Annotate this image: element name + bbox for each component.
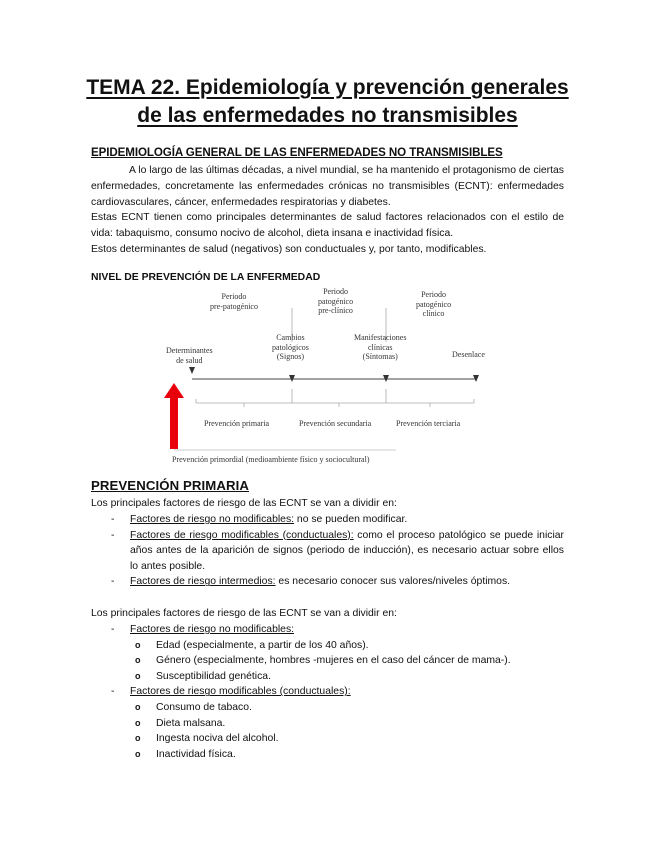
sublist-item: o Edad (especialmente, a partir de los 40 años). [135,639,369,651]
intro-paragraph-3: Estos determinantes de salud (negativos) son conductuales y, por tanto, modificables. [91,243,487,255]
list-item [91,512,564,528]
list-item [91,574,564,590]
label-periodo-prepatogenico: Periodo pre-patogénico [210,292,258,311]
term-modificables-2: Factores de riesgo modificables (conductuales): [130,686,351,698]
primaria-intro-1: Los principales factores de riesgo de las ECNT se van a dividir en: [91,498,397,509]
intro-paragraph-1: A lo largo de las últimas décadas, a nivel mundial, se ha mantenido el protagonismo de ciertas enfermedades, concretamente las enfermedades crónicas no transmisibles (ECNT): enfermedades cardiovasculares, cáncer, enfermedades respiratorias y diabetes. [91,165,564,208]
term-modificables: Factores de riesgo modificables (conductuales): [130,529,354,541]
desc-intermedios: es necesario conocer sus valores/niveles óptimos. [275,576,511,588]
label-desenlace: Desenlace [452,350,485,359]
desc-no-modificables: no se pueden modificar. [294,514,408,525]
risk-factor-list-2 [91,622,564,762]
term-no-modificables-2: Factores de riesgo no modificables: [130,624,295,635]
section-heading-nivel-prevencion: NIVEL DE PREVENCIÓN DE LA ENFERMEDAD [91,272,321,283]
title-line-1: TEMA 22. Epidemiología y prevención generales [86,76,569,99]
primaria-intro-2: Los principales factores de riesgo de las ECNT se van a dividir en: [91,608,397,619]
term-intermedios: Factores de riesgo intermedios: [130,576,276,588]
intro-text [91,163,564,258]
intro-paragraph-2: Estas ECNT tienen como principales determinantes de salud factores relacionados con el estilo de vida: tabaquismo, consumo nocivo de alcohol, dieta insana e inactividad física. [91,212,564,240]
red-arrow-up-icon [167,383,181,449]
list-item [91,528,564,575]
sublist-no-modificables [130,638,564,685]
sublist-item: o Susceptibilidad genética. [135,670,271,682]
dash-bullet: - [111,624,115,635]
label-prevencion-primordial: Prevención primordial (medioambiente físico y sociocultural) [172,455,370,464]
risk-factor-list-1 [91,512,564,590]
sublist-item: o Género (especialmente, hombres -mujeres en el caso del cáncer de mama-). [135,655,511,667]
label-periodo-preclinico: Periodo patogénico pre-clínico [318,287,354,315]
label-cambios: Cambios patológicos (Signos) [272,333,309,361]
sublist-item: o Ingesta nociva del alcohol. [135,733,279,745]
label-periodo-clinico: Periodo patogénico clínico [416,290,452,318]
title-line-2: de las enfermedades no transmisibles [137,104,518,127]
dash-bullet: - [111,514,115,525]
label-prevencion-terciaria: Prevención terciaria [396,419,461,428]
list-item [91,684,564,762]
dash-bullet: - [111,529,115,541]
label-determinantes: Determinantes de salud [166,346,213,365]
label-prevencion-primaria: Prevención primaria [204,419,270,428]
list-item [91,622,564,684]
label-manifestaciones: Manifestaciones clínicas (Síntomas) [354,333,407,361]
section-heading-prevencion-primaria: PREVENCIÓN PRIMARIA [91,478,249,493]
label-prevencion-secundaria: Prevención secundaria [299,419,372,428]
term-no-modificables: Factores de riesgo no modificables: [130,514,295,525]
sublist-item: o Consumo de tabaco. [135,701,252,713]
prevention-diagram [158,286,494,468]
desc-modificables: como el proceso patológico se puede iniciar años antes de la aparición de signos (periodo de inducción), es necesario actuar sobre ellos lo antes posible. [130,529,564,572]
dash-bullet: - [111,576,115,588]
sublist-item: o Dieta malsana. [135,717,226,729]
dash-bullet: - [111,686,115,698]
timeline-marker-determinantes [189,367,195,374]
sublist-item: o Inactividad física. [135,748,236,760]
page-title [80,74,575,130]
sublist-modificables [130,700,564,762]
section-heading-epidemiologia: EPIDEMIOLOGÍA GENERAL DE LAS ENFERMEDADES NO TRANSMISIBLES [91,146,503,159]
